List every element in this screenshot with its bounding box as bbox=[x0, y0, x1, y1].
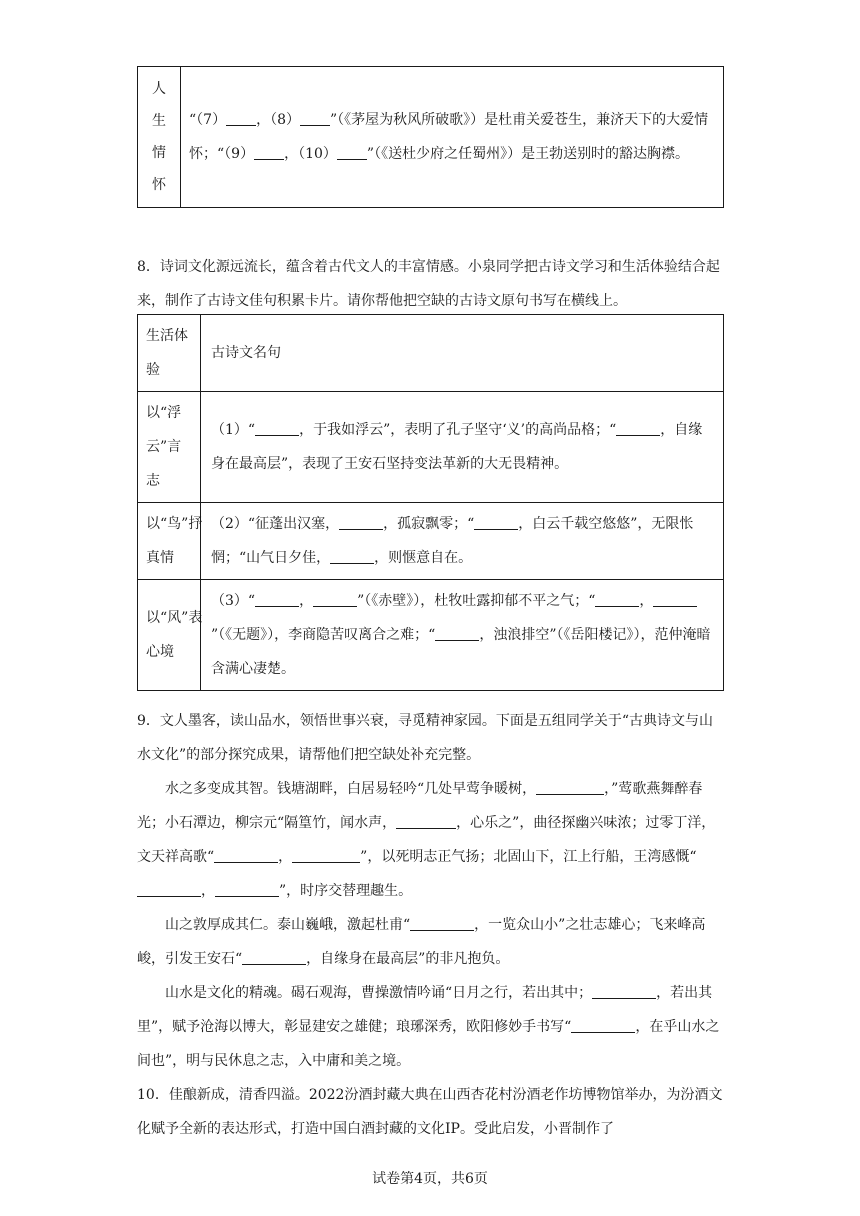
text-segment: ”，时序交替理趣生。 bbox=[279, 883, 413, 899]
row-label: 以“鸟”抒真情 bbox=[138, 503, 201, 580]
answer-blank[interactable] bbox=[292, 848, 360, 863]
table-row bbox=[138, 580, 724, 691]
text-segment: ，自缘身在最高层”的非凡抱负。 bbox=[306, 951, 510, 967]
text-segment: ，（10） bbox=[284, 146, 337, 162]
answer-blank[interactable] bbox=[337, 145, 367, 160]
question-9-paragraph-water bbox=[137, 772, 724, 908]
row-label: 人生情怀 bbox=[138, 67, 181, 208]
answer-blank[interactable] bbox=[339, 515, 383, 530]
answer-blank[interactable] bbox=[214, 848, 278, 863]
text-segment: ， bbox=[299, 593, 314, 609]
text-segment: ，则惬意自在。 bbox=[374, 550, 473, 566]
answer-blank[interactable] bbox=[242, 950, 306, 965]
text-segment: ，于我如浮云”，表明了孔子坚守‘义’的高尚品格；“ bbox=[299, 422, 617, 438]
answer-blank[interactable] bbox=[592, 984, 656, 999]
text-segment: ， bbox=[639, 593, 654, 609]
answer-blank[interactable] bbox=[616, 421, 660, 436]
question-9-intro: 9．文人墨客，读山品水，领悟世事兴衰，寻觅精神家园。下面是五组同学关于“古典诗文与山水文化”的部分探究成果，请帮他们把空缺处补充完整。 bbox=[137, 713, 714, 763]
row-content bbox=[201, 503, 724, 580]
answer-blank[interactable] bbox=[215, 882, 279, 897]
text-segment: （3）“ bbox=[211, 593, 256, 609]
text-segment: （2）“征蓬出汉塞， bbox=[211, 516, 340, 532]
answer-blank[interactable] bbox=[255, 421, 299, 436]
text-segment: “（7） bbox=[189, 112, 227, 128]
text-segment: ”（《无题》），李商隐苦叹离合之难；“ bbox=[211, 627, 436, 643]
text-segment: ，浊浪排空”（《岳阳楼记》），范仲淹暗含满心凄楚。 bbox=[211, 627, 711, 677]
question-10-text: 10．佳酿新成，清香四溢。2022汾酒封藏大典在山西杏花村汾酒老作坊博物馆举办，为汾酒文化赋予全新的表达形式，打造中国白酒封藏的文化IP。受此启发，小晋制作了 bbox=[137, 1087, 723, 1137]
text-segment: ，（8） bbox=[256, 112, 300, 128]
table-header-row bbox=[138, 315, 724, 392]
answer-blank[interactable] bbox=[410, 916, 474, 931]
question-9-paragraph-culture bbox=[137, 976, 724, 1078]
table-row bbox=[138, 67, 724, 208]
text-segment: ”（《赤壁》），杜牧吐露抑郁不平之气；“ bbox=[357, 593, 596, 609]
question-9-paragraph-mountain bbox=[137, 908, 724, 976]
text-segment: ，一览众山小”之壮志雄心；飞来峰高峻，引发王安石“ bbox=[137, 917, 706, 967]
text-segment: 山水是文化的精魂。碣石观海，曹操激情吟诵“日月之行，若出其中； bbox=[165, 985, 593, 1001]
text-segment: ”（《送杜少府之任蜀州》）是王勃送别时的豁达胸襟。 bbox=[366, 146, 690, 162]
text-segment: ，自缘身在最高层”，表现了王安石坚持变法革新的大无畏精神。 bbox=[211, 422, 703, 472]
answer-blank[interactable] bbox=[595, 592, 639, 607]
answer-blank[interactable] bbox=[330, 549, 374, 564]
answer-blank[interactable] bbox=[653, 592, 697, 607]
text-segment: 水之多变成其智。钱塘湖畔，白居易轻吟“几处早莺争暖树， bbox=[165, 781, 537, 797]
page-footer: 试卷第4页，共6页 bbox=[372, 1171, 488, 1187]
text-segment: ， bbox=[201, 883, 215, 899]
answer-blank[interactable] bbox=[571, 1018, 635, 1033]
question-8-intro: 8．诗词文化源远流长，蕴含着古代文人的丰富情感。小泉同学把古诗文学习和生活体验结合起来，制作了古诗文佳句积累卡片。请你帮他把空缺的古诗文原句书写在横线上。 bbox=[137, 259, 720, 309]
text-segment: ，心乐之”，曲径探幽兴味浓；过零丁洋，文天祥高歌“ bbox=[137, 815, 716, 865]
header-poem-lines: 古诗文名句 bbox=[201, 315, 724, 392]
answer-blank[interactable] bbox=[396, 814, 456, 829]
row-label: 以“浮云”言志 bbox=[138, 392, 201, 503]
text-segment: ”（《茅屋为秋风所破歌》）是杜甫关爱苍生，兼济天下的大爱情怀；“（9） bbox=[189, 112, 709, 162]
answer-blank[interactable] bbox=[474, 515, 518, 530]
text-segment: 山之敦厚成其仁。泰山巍峨，激起杜甫“ bbox=[165, 917, 411, 933]
row-content bbox=[201, 580, 724, 691]
answer-blank[interactable] bbox=[255, 592, 299, 607]
answer-blank[interactable] bbox=[435, 626, 479, 641]
row-content bbox=[201, 392, 724, 503]
answer-blank[interactable] bbox=[254, 145, 284, 160]
text-segment: ，白云千载空悠悠”，无限怅惘；“山气日夕佳， bbox=[211, 516, 694, 566]
poetry-card-table bbox=[137, 314, 724, 691]
text-segment: ，”莺歌燕舞醉春光；小石潭边，柳宗元“隔篁竹，闻水声， bbox=[137, 781, 703, 831]
text-segment: ，若出其里”，赋予沧海以博大，彰显建安之雄健；琅琊深秀，欧阳修妙手书写“ bbox=[137, 985, 713, 1035]
answer-blank[interactable] bbox=[313, 592, 357, 607]
row-content bbox=[181, 67, 724, 208]
text-segment: （1）“ bbox=[211, 422, 256, 438]
text-segment: ”，以死明志正气扬；北固山下，江上行船，王湾感慨“ bbox=[360, 849, 697, 865]
answer-blank[interactable] bbox=[226, 111, 256, 126]
answer-blank[interactable] bbox=[536, 780, 604, 795]
answer-blank[interactable] bbox=[137, 882, 201, 897]
answer-blank[interactable] bbox=[300, 111, 330, 126]
poetry-table-life-feelings bbox=[137, 66, 724, 208]
table-row bbox=[138, 503, 724, 580]
row-label: 以“风”表心境 bbox=[138, 580, 201, 691]
text-segment: ，孤寂飘零；“ bbox=[383, 516, 475, 532]
header-life-experience: 生活体验 bbox=[138, 315, 201, 392]
text-segment: ， bbox=[278, 849, 293, 865]
table-row bbox=[138, 392, 724, 503]
text-segment: ，在乎山水之间也”，明与民休息之志，入中庸和美之境。 bbox=[137, 1019, 720, 1069]
